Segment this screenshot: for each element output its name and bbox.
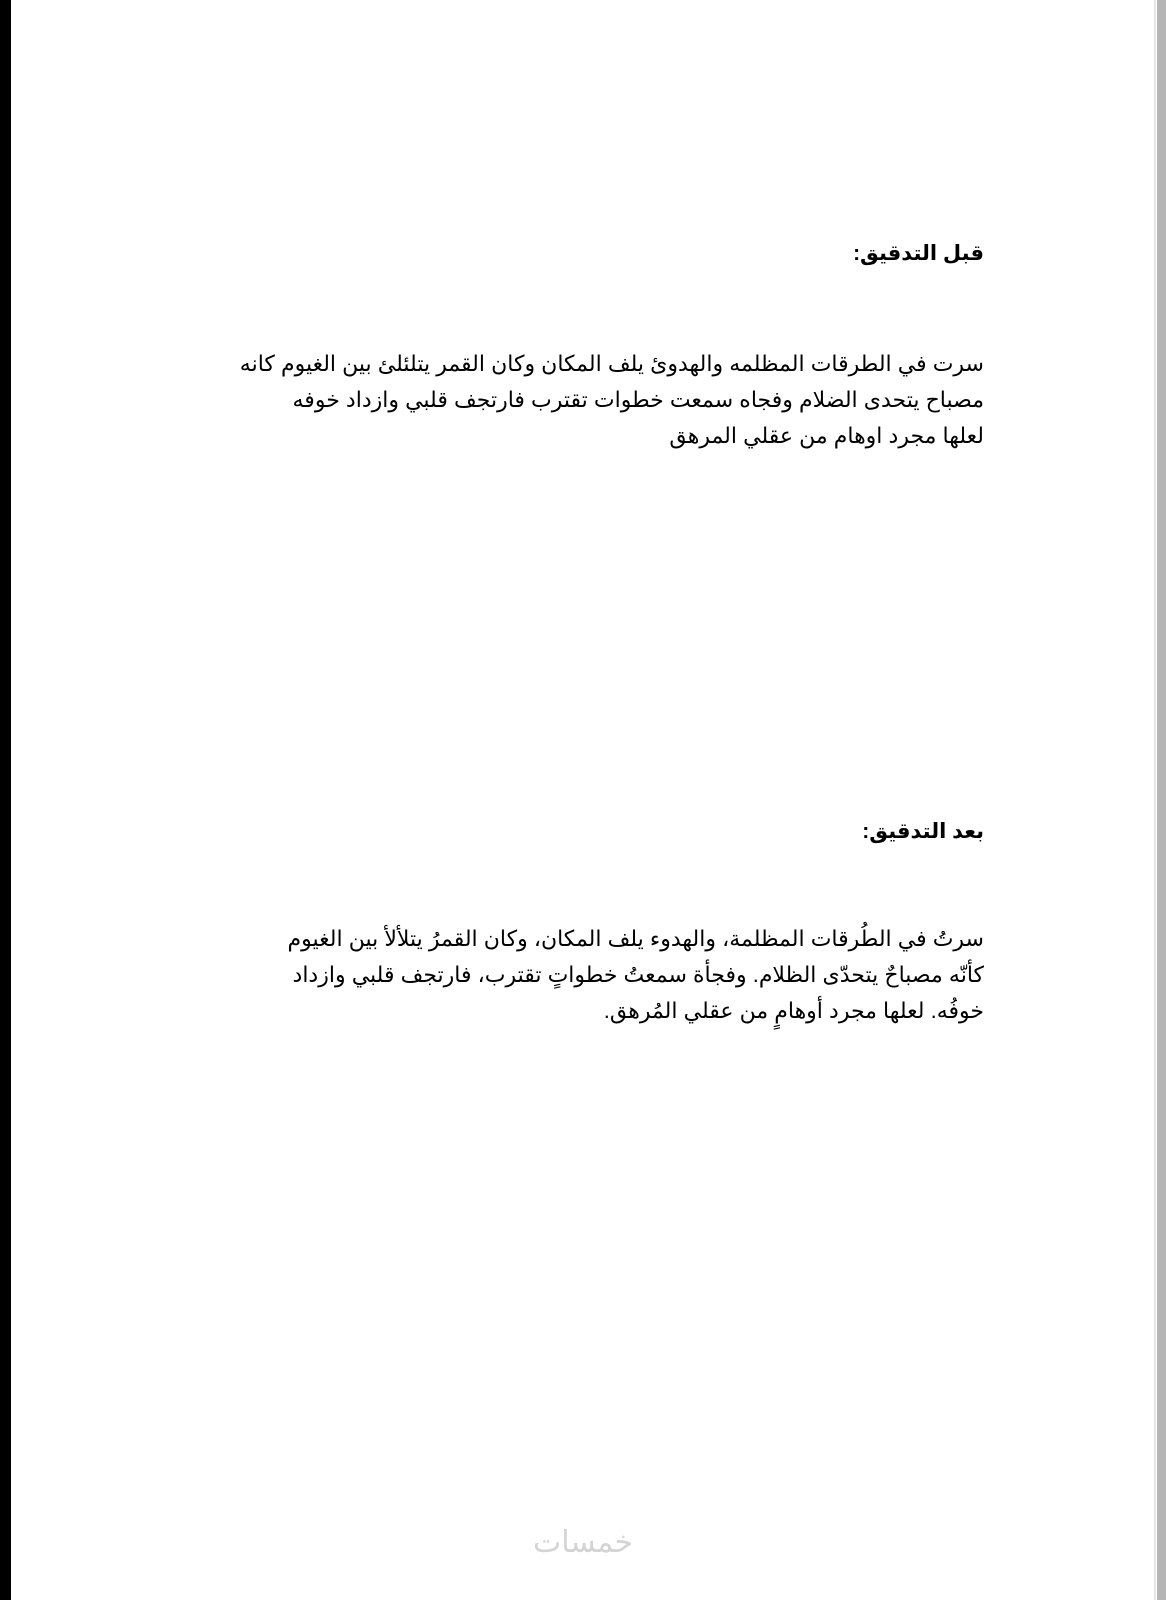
right-page-edge [1157,0,1166,1600]
right-page-shadow [1154,0,1156,1600]
paragraph-line: لعلها مجرد اوهام من عقلي المرهق [669,423,984,448]
paragraph-line: خوفُه. لعلها مجرد أوهامٍ من عقلي المُرهق. [603,998,984,1023]
left-page-edge [0,0,11,1600]
paragraph-line: مصباح يتحدى الضلام وفجاه سمعت خطوات تقترب فارتجف قلبي وازداد خوفه [292,387,984,412]
paragraph-line: سرت في الطرقات المظلمه والهدوئ يلف المكان وكان القمر يتلئلئ بين الغيوم كانه [239,351,984,376]
paragraph-line: سرتُ في الطُرقات المظلمة، والهدوء يلف المكان، وكان القمرُ يتلألأ بين الغيوم [287,926,984,951]
before-proofreading-heading: قبل التدقيق: [853,242,984,265]
before-proofreading-paragraph [184,346,984,454]
after-proofreading-paragraph [184,921,984,1029]
paragraph-line: كأنّه مصباحٌ يتحدّى الظلام. وفجأة سمعتُ خطواتٍ تقترب، فارتجف قلبي وازداد [292,962,984,987]
after-proofreading-heading: بعد التدقيق: [862,820,984,843]
khamsat-watermark-logo: خمسات [532,1525,634,1560]
